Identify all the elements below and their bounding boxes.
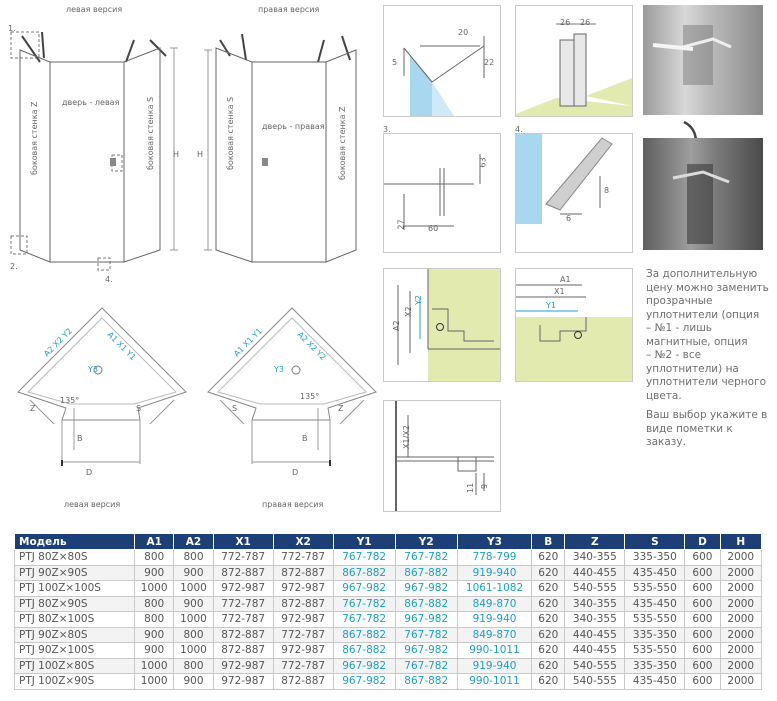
note-line-4: Ваш выбор укажите в виде пометки к заказу. — [646, 409, 768, 448]
table-cell: 1000 — [135, 581, 174, 597]
detail-7-n11: 11 — [466, 482, 475, 493]
table-row — [15, 643, 762, 659]
table-cell: 800 — [174, 627, 213, 643]
column-header: Z — [565, 534, 625, 550]
plan-right-z: Z — [338, 404, 344, 413]
table-cell: PTJ 90Z×90S — [15, 565, 135, 581]
table-cell: 900 — [174, 674, 213, 690]
table-cell: 335-350 — [625, 550, 685, 566]
table-cell: 767-782 — [395, 627, 457, 643]
column-header: X2 — [273, 534, 333, 550]
table-cell: 872-887 — [273, 565, 333, 581]
detail-4-number: 4. — [515, 125, 523, 134]
detail-2-panel — [515, 5, 633, 117]
table-cell: 2000 — [720, 627, 761, 643]
table-cell: 919-940 — [457, 565, 531, 581]
detail-3-number: 3. — [383, 125, 391, 134]
plan-left-s: S — [136, 404, 142, 413]
marker-2: 2. — [10, 262, 18, 271]
table-cell: 772-787 — [213, 550, 273, 566]
plan-right-axis-a2: A2 X2 Y2 — [295, 330, 328, 362]
table-cell: 990-1011 — [457, 674, 531, 690]
table-cell: 919-940 — [457, 658, 531, 674]
note-line-1: За дополнительную цену можно заменить прозрачные уплотнители (опция — [646, 268, 769, 321]
table-cell: 620 — [532, 581, 565, 597]
plan-right-y3: Y3 — [274, 365, 284, 374]
note-line-2: – №1 - лишь магнитные, опция — [646, 322, 748, 348]
h-label-right: H — [197, 150, 204, 159]
column-header: D — [685, 534, 720, 550]
table-cell: 900 — [135, 627, 174, 643]
table-cell: 440-455 — [565, 627, 625, 643]
table-cell: 772-787 — [273, 658, 333, 674]
table-cell: PTJ 100Z×100S — [15, 581, 135, 597]
detail-3-panel — [383, 133, 501, 253]
plan-view-left-drawing — [10, 300, 200, 485]
table-cell: 435-450 — [625, 565, 685, 581]
table-cell: 772-787 — [213, 596, 273, 612]
table-cell: 778-799 — [457, 550, 531, 566]
right-wall-s-label: боковая стенка S — [226, 96, 235, 170]
table-cell: 967-982 — [395, 612, 457, 628]
table-cell: 620 — [532, 565, 565, 581]
table-cell: 767-782 — [395, 658, 457, 674]
detail-2-n26a: 26 — [560, 18, 571, 27]
column-header: S — [625, 534, 685, 550]
table-cell: 972-987 — [213, 674, 273, 690]
table-cell: 600 — [685, 674, 720, 690]
table-cell: 800 — [135, 612, 174, 628]
table-cell: 967-982 — [395, 581, 457, 597]
table-cell: 340-355 — [565, 550, 625, 566]
plan-left-caption: левая версия — [64, 500, 121, 509]
plan-left-angle: 135° — [60, 396, 80, 405]
table-cell: 600 — [685, 612, 720, 628]
plan-left-y3: Y3 — [88, 365, 98, 374]
table-cell: 800 — [174, 658, 213, 674]
table-cell: 535-550 — [625, 581, 685, 597]
table-cell: 900 — [135, 643, 174, 659]
table-cell: 440-455 — [565, 643, 625, 659]
plan-left-axis-a2: A2 X2 Y2 — [42, 326, 74, 359]
plan-left-d: D — [86, 468, 93, 477]
table-cell: 967-982 — [395, 643, 457, 659]
table-cell: 540-555 — [565, 581, 625, 597]
table-cell: 440-455 — [565, 565, 625, 581]
table-cell: 900 — [135, 565, 174, 581]
table-cell: 1061-1082 — [457, 581, 531, 597]
table-cell: 600 — [685, 627, 720, 643]
table-cell: 600 — [685, 596, 720, 612]
table-cell: 867-882 — [333, 565, 395, 581]
table-cell: 772-787 — [213, 612, 273, 628]
detail-4-panel — [515, 133, 633, 253]
column-header: A1 — [135, 534, 174, 550]
table-cell: 772-787 — [273, 627, 333, 643]
left-door-label: дверь - левая — [62, 98, 120, 107]
detail-7-panel — [383, 400, 501, 512]
table-cell: 867-882 — [333, 643, 395, 659]
table-cell: 2000 — [720, 674, 761, 690]
detail-3-n27: 27 — [396, 219, 406, 230]
table-cell: 1000 — [174, 612, 213, 628]
table-cell: 620 — [532, 658, 565, 674]
plan-right-angle: 135° — [300, 392, 320, 401]
table-cell: 972-987 — [213, 658, 273, 674]
table-cell: PTJ 90Z×80S — [15, 627, 135, 643]
table-row — [15, 627, 762, 643]
table-cell: 772-787 — [273, 550, 333, 566]
table-cell: PTJ 80Z×80S — [15, 550, 135, 566]
table-cell: 435-450 — [625, 674, 685, 690]
table-cell: 2000 — [720, 643, 761, 659]
table-cell: 435-450 — [625, 596, 685, 612]
table-cell: 967-982 — [333, 581, 395, 597]
table-cell: 600 — [685, 581, 720, 597]
table-cell: 340-355 — [565, 596, 625, 612]
left-wall-s-label: боковая стенка S — [146, 96, 155, 170]
table-cell: 535-550 — [625, 643, 685, 659]
plan-right-axis-a1: A1 X1 Y1 — [232, 326, 264, 359]
table-cell: 620 — [532, 596, 565, 612]
table-cell: 620 — [532, 674, 565, 690]
left-wall-z-label: боковая стенка Z — [30, 101, 39, 175]
table-cell: 990-1011 — [457, 643, 531, 659]
plan-right-caption: правая версия — [262, 500, 324, 509]
table-cell: 620 — [532, 627, 565, 643]
table-row — [15, 658, 762, 674]
table-cell: 540-555 — [565, 674, 625, 690]
table-cell: 600 — [685, 550, 720, 566]
detail-6-y1: Y1 — [546, 301, 556, 310]
table-cell: 800 — [135, 550, 174, 566]
table-cell: 2000 — [720, 565, 761, 581]
table-cell: 800 — [135, 596, 174, 612]
column-header: Модель — [15, 534, 135, 550]
detail-3-n63: 63 — [478, 157, 488, 168]
plan-left-b: B — [77, 434, 83, 443]
table-cell: 1000 — [174, 643, 213, 659]
table-cell: 1000 — [174, 581, 213, 597]
table-cell: 849-870 — [457, 627, 531, 643]
table-cell: 867-882 — [395, 674, 457, 690]
table-cell: 767-782 — [395, 550, 457, 566]
plan-left-axis-a1: A1 X1 Y1 — [105, 330, 138, 362]
table-cell: 1000 — [135, 674, 174, 690]
table-row — [15, 565, 762, 581]
table-cell: 900 — [174, 596, 213, 612]
plan-right-s: S — [232, 404, 238, 413]
column-header: Y2 — [395, 534, 457, 550]
table-row — [15, 612, 762, 628]
table-cell: 335-350 — [625, 658, 685, 674]
note-line-3: – №2 - все уплотнители) на уплотнители черного цвета. — [646, 349, 767, 402]
seal-photo-bottom — [643, 138, 763, 250]
front-right-caption: правая версия — [258, 5, 320, 14]
table-row — [15, 581, 762, 597]
detail-1-n5: 5 — [392, 58, 398, 67]
detail-6-a1: A1 — [560, 275, 571, 284]
column-header: Y1 — [333, 534, 395, 550]
right-door-label: дверь - правая — [262, 122, 325, 131]
table-cell: 600 — [685, 565, 720, 581]
table-cell: 2000 — [720, 550, 761, 566]
table-cell: 900 — [174, 565, 213, 581]
table-cell: 972-987 — [273, 612, 333, 628]
table-cell: 2000 — [720, 581, 761, 597]
table-cell: 919-940 — [457, 612, 531, 628]
table-cell: 767-782 — [333, 612, 395, 628]
detail-7-x1x2: X1/X2 — [402, 425, 411, 449]
table-cell: 620 — [532, 550, 565, 566]
front-left-caption: левая версия — [66, 5, 123, 14]
detail-5-panel — [383, 268, 501, 382]
detail-1-n22: 22 — [484, 58, 495, 67]
table-cell: 335-350 — [625, 627, 685, 643]
table-cell: 340-355 — [565, 612, 625, 628]
detail-7-n9: 9 — [480, 483, 489, 489]
plan-view-right-drawing — [200, 300, 390, 485]
detail-6-panel — [515, 268, 633, 382]
column-header: A2 — [174, 534, 213, 550]
table-cell: 600 — [685, 658, 720, 674]
table-cell: 600 — [685, 643, 720, 659]
plan-right-b: B — [302, 434, 308, 443]
table-cell: 967-982 — [333, 658, 395, 674]
table-cell: 767-782 — [333, 596, 395, 612]
table-cell: PTJ 90Z×100S — [15, 643, 135, 659]
table-cell: 967-982 — [333, 674, 395, 690]
column-header: Y3 — [457, 534, 531, 550]
table-row — [15, 674, 762, 690]
detail-5-y2: Y2 — [414, 295, 423, 305]
table-cell: 872-887 — [213, 565, 273, 581]
table-cell: PTJ 80Z×90S — [15, 596, 135, 612]
table-cell: 867-882 — [395, 596, 457, 612]
table-cell: PTJ 100Z×90S — [15, 674, 135, 690]
detail-4-n6: 6 — [566, 214, 572, 223]
table-cell: 767-782 — [333, 550, 395, 566]
table-cell: 540-555 — [565, 658, 625, 674]
table-cell: 2000 — [720, 658, 761, 674]
seal-photo-top — [643, 5, 763, 115]
detail-5-a2: A2 — [392, 320, 401, 331]
seal-option-note — [646, 268, 772, 450]
column-header: X1 — [213, 534, 273, 550]
front-view-left-drawing — [0, 0, 190, 280]
detail-4-n8: 8 — [604, 186, 610, 195]
table-cell: 2000 — [720, 596, 761, 612]
detail-1-n20: 20 — [458, 28, 469, 37]
column-header: B — [532, 534, 565, 550]
h-label-left: H — [173, 150, 180, 159]
table-cell: 872-887 — [213, 627, 273, 643]
table-cell: 620 — [532, 643, 565, 659]
dimensions-table — [14, 533, 762, 690]
table-cell: 849-870 — [457, 596, 531, 612]
table-cell: 872-887 — [273, 674, 333, 690]
table-cell: 872-887 — [213, 643, 273, 659]
plan-left-z: Z — [30, 404, 36, 413]
table-cell: 1000 — [135, 658, 174, 674]
table-cell: 867-882 — [395, 565, 457, 581]
table-cell: 872-887 — [273, 596, 333, 612]
table-cell: PTJ 80Z×100S — [15, 612, 135, 628]
column-header: H — [720, 534, 761, 550]
plan-right-d: D — [292, 468, 299, 477]
marker-1: 1. — [8, 24, 16, 33]
table-cell: 2000 — [720, 612, 761, 628]
table-header-row — [15, 534, 762, 550]
table-cell: 867-882 — [333, 627, 395, 643]
detail-1-panel — [383, 5, 501, 117]
table-row — [15, 596, 762, 612]
detail-6-x1: X1 — [554, 287, 565, 296]
table-row — [15, 550, 762, 566]
detail-2-n26b: 26 — [580, 18, 591, 27]
right-wall-z-label: боковая стенка Z — [338, 106, 347, 180]
detail-3-n60: 60 — [428, 224, 439, 233]
table-body — [15, 550, 762, 690]
detail-5-x2: X2 — [404, 306, 413, 317]
table-cell: 800 — [174, 550, 213, 566]
table-cell: 620 — [532, 612, 565, 628]
table-cell: PTJ 100Z×80S — [15, 658, 135, 674]
marker-4: 4. — [105, 275, 113, 284]
table-cell: 972-987 — [273, 643, 333, 659]
table-cell: 535-550 — [625, 612, 685, 628]
table-cell: 972-987 — [213, 581, 273, 597]
table-cell: 972-987 — [273, 581, 333, 597]
